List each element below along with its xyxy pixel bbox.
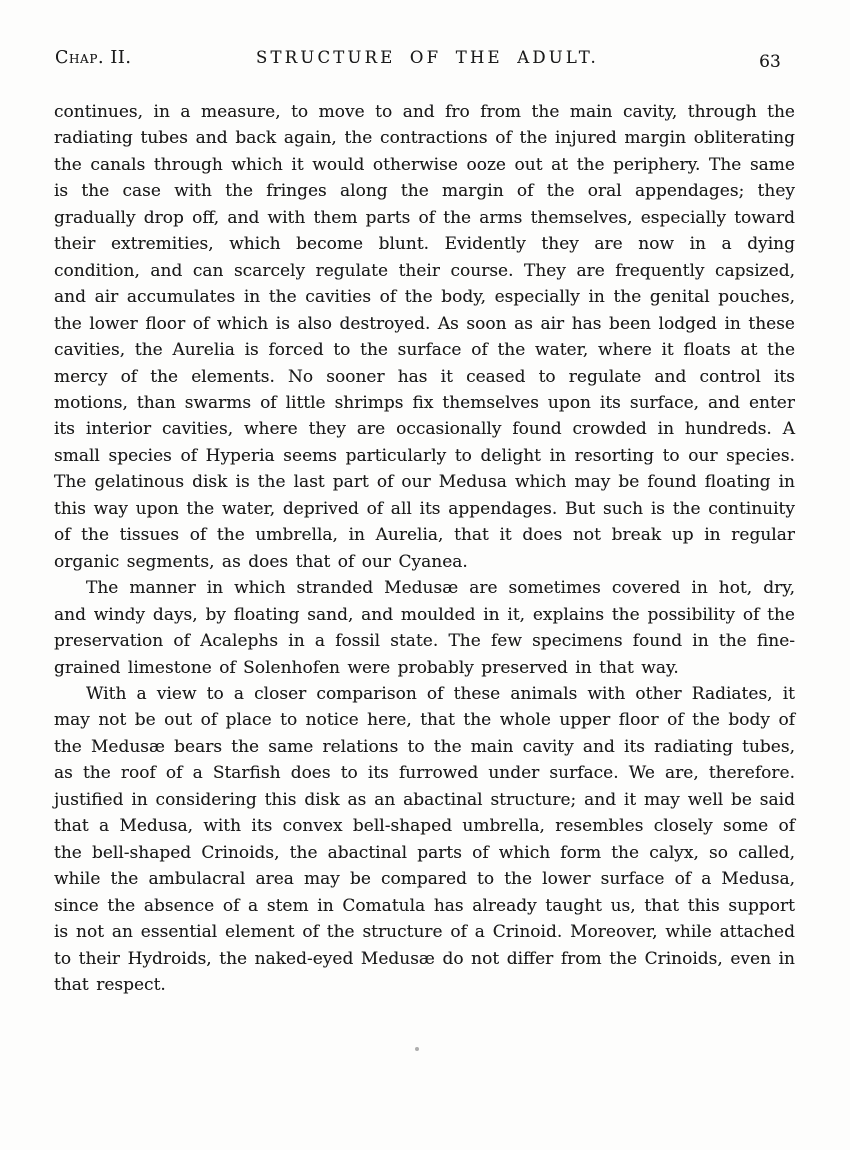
page-number: 63	[759, 52, 781, 72]
running-head	[55, 48, 800, 72]
page-title: STRUCTURE OF THE ADULT.	[256, 48, 599, 67]
chapter-label: Chap. II.	[55, 48, 132, 68]
paragraph-2: The manner in which stranded Medusæ are sometimes covered in hot, dry, and windy days, by floating sand, and moulded in it, explains the possibility of the preservation of Acalephs in a fossil state. The few specimens found in the fine-grained limestone of Solenhofen were probably preserved in that way.	[54, 578, 795, 678]
paragraph-1: continues, in a measure, to move to and fro from the main cavity, through the radiating tubes and back again, the contractions of the injured margin obliterating the canals through which it would otherwise ooze out at the periphery. The same is the case with the fringes along the margin of the oral appendages; they gradually drop off, and with them parts of the arms themselves, especially toward their extremities, which become blunt. Evidently they are now in a dying condition, and can scarcely regulate their course. They are frequently capsized, and air accumulates in the cavities of the body, especially in the genital pouches, the lower floor of which is also destroyed. As soon as air has been lodged in these cavities, the Aurelia is forced to the surface of the water, where it floats at the mercy of the elements. No sooner has it ceased to regulate and control its motions, than swarms of little shrimps fix themselves upon its surface, and enter its interior cavities, where they are occasionally found crowded in hundreds. A small species of Hyperia seems particularly to delight in resorting to our species. The gelatinous disk is the last part of our Medusa which may be found floating in this way upon the water, deprived of all its appendages. But such is the continuity of the tissues of the umbrella, in Aurelia, that it does not break up in regular organic segments, as does that of our Cyanea.	[54, 102, 795, 572]
text-block	[54, 99, 795, 998]
scan-speck	[415, 1047, 419, 1051]
paragraph-3: With a view to a closer comparison of these animals with other Radiates, it may not be out of place to notice here, that the whole upper floor of the body of the Medusæ bears the same relations to the main cavity and its radiating tubes, as the roof of a Starfish does to its furrowed under surface. We are, therefore. justified in considering this disk as an abactinal structure; and it may well be said that a Medusa, with its convex bell-shaped umbrella, resembles closely some of the bell-shaped Crinoids, the abactinal parts of which form the calyx, so called, while the ambulacral area may be compared to the lower surface of a Medusa, since the absence of a stem in Comatula has already taught us, that this support is not an essential element of the structure of a Crinoid. Moreover, while attached to their Hydroids, the naked-eyed Medusæ do not differ from the Crinoids, even in that respect.	[54, 683, 795, 995]
